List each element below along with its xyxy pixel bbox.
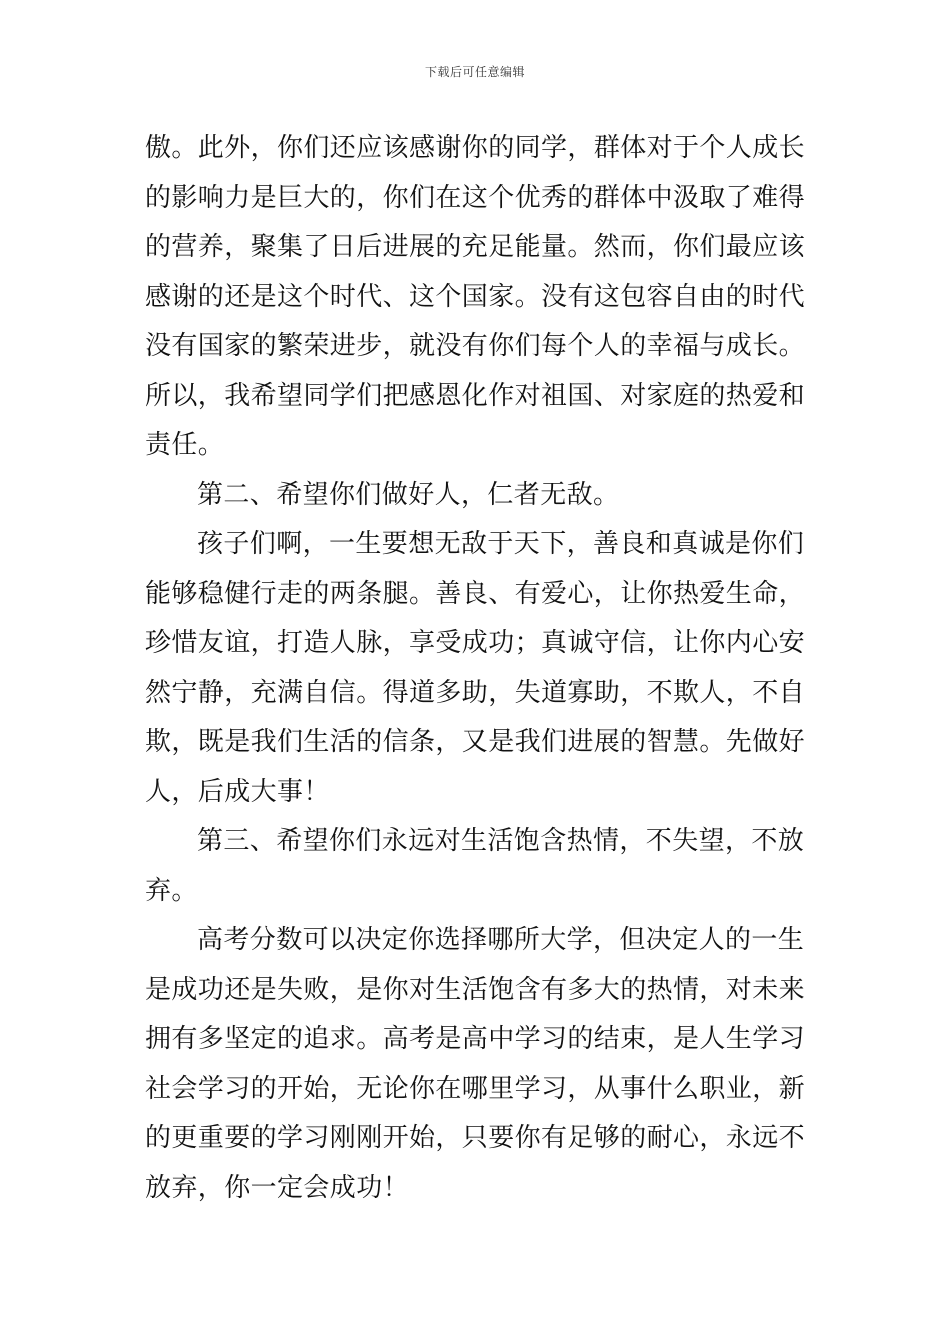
text-line: 第二、希望你们做好人，仁者无敌。: [197, 479, 620, 510]
text-line: 傲。此外，你们还应该感谢你的同学，群体对于个人成长: [145, 133, 806, 163]
text-line: 人，后成大事！: [145, 776, 330, 807]
text-line: 珍惜友谊，打造人脉，享受成功；真诚守信，让你内心安: [145, 628, 806, 658]
text-line: 感谢的还是这个时代、这个国家。没有这包容自由的时代: [145, 281, 806, 312]
text-line: 弃。: [145, 875, 198, 906]
text-line: 的影响力是巨大的，你们在这个优秀的群体中汲取了难得: [145, 182, 806, 213]
text-line: 放弃，你一定会成功！: [145, 1172, 410, 1203]
text-line: 能够稳健行走的两条腿。善良、有爱心，让你热爱生命，: [145, 578, 806, 609]
text-line: 孩子们啊，一生要想无敌于天下，善良和真诚是你们: [197, 529, 805, 559]
text-line: 所以，我希望同学们把感恩化作对祖国、对家庭的热爱和: [145, 380, 806, 411]
text-line: 第三、希望你们永远对生活饱含热情，不失望，不放: [197, 826, 805, 856]
text-line: 责任。: [145, 430, 225, 460]
text-line: 是成功还是失败，是你对生活饱含有多大的热情，对未来: [145, 974, 806, 1005]
page-header-caption: 下载后可任意编辑: [424, 65, 525, 79]
text-line: 然宁静，充满自信。得道多助，失道寡助，不欺人，不自: [145, 677, 806, 708]
text-line: 拥有多坚定的追求。高考是高中学习的结束，是人生学习: [145, 1024, 806, 1054]
document-body: [145, 124, 809, 1213]
text-line: 欺，既是我们生活的信条，又是我们进展的智慧。先做好: [145, 727, 806, 757]
text-line: 高考分数可以决定你选择哪所大学，但决定人的一生: [197, 925, 805, 955]
text-line: 没有国家的繁荣进步，就没有你们每个人的幸福与成长。: [145, 331, 806, 361]
text-line: 社会学习的开始，无论你在哪里学习，从事什么职业，新: [145, 1073, 806, 1104]
text-line: 的营养，聚集了日后进展的充足能量。然而，你们最应该: [145, 232, 806, 262]
text-line: 的更重要的学习刚刚开始，只要你有足够的耐心，永远不: [145, 1123, 806, 1153]
